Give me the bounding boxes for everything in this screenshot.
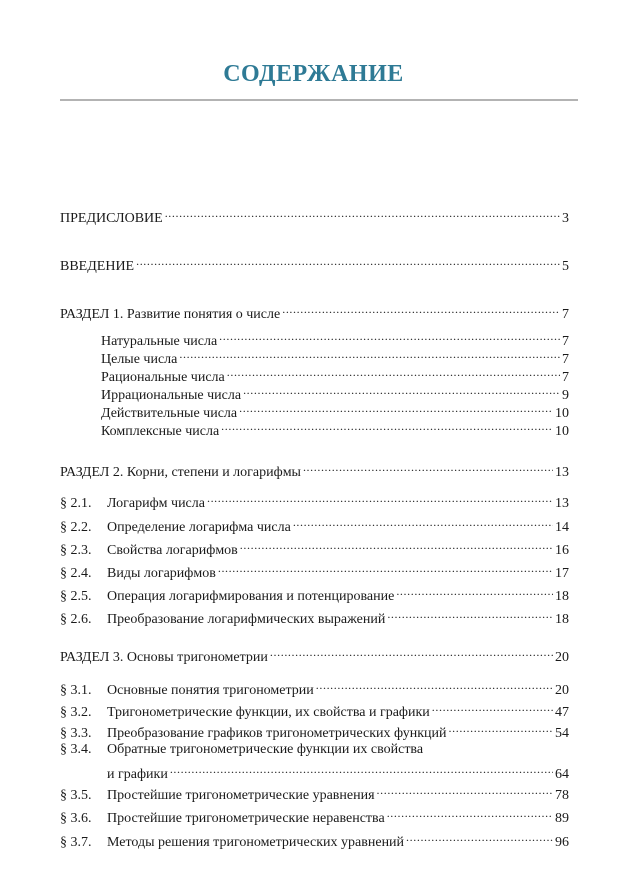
toc-subentry[interactable] — [101, 417, 569, 439]
toc-subentry[interactable] — [60, 559, 569, 581]
toc-entry-label: Натуральные числа — [101, 334, 218, 349]
toc-entry-label-continued: и графики — [107, 767, 168, 782]
toc-entry-page: 10 — [555, 406, 569, 421]
toc-entry-page: 7 — [562, 352, 569, 367]
toc-entry-label: ВВЕДЕНИЕ — [60, 259, 135, 274]
dot-leader — [243, 381, 560, 399]
toc-subentry[interactable] — [60, 582, 569, 604]
toc-entry-number: § 3.2. — [60, 705, 92, 720]
toc-entry-label: Определение логарифма числа — [107, 520, 291, 535]
dot-leader — [316, 676, 553, 694]
dot-leader — [221, 417, 553, 435]
toc-subentry[interactable] — [60, 605, 569, 627]
dot-leader — [270, 643, 553, 661]
dot-leader — [239, 399, 553, 417]
toc-entry-preface[interactable] — [60, 204, 569, 226]
toc-subentry[interactable] — [101, 363, 569, 385]
dot-leader — [227, 363, 560, 381]
toc-entry-label: РАЗДЕЛ 1. Развитие понятия о числе — [60, 307, 281, 322]
toc-subentry[interactable] — [60, 489, 569, 511]
toc-entry-label: Обратные тригонометрические функции их свойства — [107, 742, 424, 757]
toc-entry-label: Виды логарифмов — [107, 566, 216, 581]
toc-entry-label: Рациональные числа — [101, 370, 225, 385]
toc-entry-number: § 2.4. — [60, 566, 92, 581]
toc-subentry[interactable] — [101, 399, 569, 421]
dot-leader — [207, 489, 553, 507]
toc-entry-section-3[interactable] — [60, 643, 569, 665]
dot-leader — [449, 719, 553, 737]
toc-entry-number: § 2.1. — [60, 496, 92, 511]
title-divider — [60, 99, 578, 101]
toc-entry-page: 64 — [555, 767, 569, 782]
dot-leader — [240, 536, 553, 554]
toc-entry-label: Операция логарифмирования и потенцирование — [107, 589, 395, 604]
toc-entry-label: Комплексные числа — [101, 424, 220, 439]
toc-entry-page: 89 — [555, 811, 569, 826]
toc-entry-label: Основные понятия тригонометрии — [107, 683, 314, 698]
toc-subentry-continuation[interactable] — [107, 760, 569, 782]
toc-entry-page: 18 — [555, 612, 569, 627]
toc-entry-page: 96 — [555, 835, 569, 850]
dot-leader — [219, 327, 560, 345]
toc-entry-label: Иррациональные числа — [101, 388, 242, 403]
toc-entry-number: § 2.6. — [60, 612, 92, 627]
toc-entry-page: 20 — [555, 650, 569, 665]
toc-entry-introduction[interactable] — [60, 252, 569, 274]
toc-entry-page: 13 — [555, 496, 569, 511]
dot-leader — [377, 781, 553, 799]
toc-entry-label: РАЗДЕЛ 2. Корни, степени и логарифмы — [60, 465, 301, 480]
toc-entry-page: 47 — [555, 705, 569, 720]
toc-entry-section-2[interactable] — [60, 458, 569, 480]
toc-entry-page: 18 — [555, 589, 569, 604]
toc-entry-label: Преобразование графиков тригонометрических функций — [107, 726, 447, 741]
toc-subentry[interactable] — [60, 804, 569, 826]
dot-leader — [136, 252, 560, 270]
toc-entry-page: 10 — [555, 424, 569, 439]
toc-subentry[interactable] — [60, 828, 569, 850]
toc-subentry[interactable] — [60, 513, 569, 535]
toc-subentry[interactable] — [101, 327, 569, 349]
toc-entry-number: § 3.3. — [60, 726, 92, 741]
dot-leader — [282, 300, 560, 318]
dot-leader — [432, 698, 553, 716]
toc-entry-label: Свойства логарифмов — [107, 543, 238, 558]
toc-entry-page: 54 — [555, 726, 569, 741]
toc-entry-page: 5 — [562, 259, 569, 274]
toc-entry-number: § 2.2. — [60, 520, 92, 535]
toc-entry-page: 7 — [562, 307, 569, 322]
toc-entry-number: § 3.7. — [60, 835, 92, 850]
toc-entry-page: 20 — [555, 683, 569, 698]
toc-entry-label: Целые числа — [101, 352, 178, 367]
toc-entry-number: § 2.5. — [60, 589, 92, 604]
toc-subentry-first-line[interactable] — [60, 741, 423, 759]
toc-entry-label: Логарифм числа — [107, 496, 205, 511]
dot-leader — [293, 513, 553, 531]
toc-entry-page: 17 — [555, 566, 569, 581]
toc-subentry[interactable] — [101, 345, 569, 367]
toc-entry-label: Тригонометрические функции, их свойства и графики — [107, 705, 430, 720]
toc-entry-page: 14 — [555, 520, 569, 535]
toc-subentry[interactable] — [60, 698, 569, 720]
toc-entry-section-1[interactable] — [60, 300, 569, 322]
dot-leader — [396, 582, 553, 600]
toc-subentry[interactable] — [60, 536, 569, 558]
toc-entry-label: Простейшие тригонометрические неравенства — [107, 811, 385, 826]
toc-entry-label: ПРЕДИСЛОВИЕ — [60, 211, 163, 226]
toc-entry-label: РАЗДЕЛ 3. Основы тригонометрии — [60, 650, 268, 665]
dot-leader — [179, 345, 560, 363]
toc-subentry[interactable] — [60, 781, 569, 803]
toc-entry-label: Простейшие тригонометрические уравнения — [107, 788, 375, 803]
toc-subentry[interactable] — [60, 676, 569, 698]
toc-entry-page: 3 — [562, 211, 569, 226]
toc-entry-page: 16 — [555, 543, 569, 558]
toc-entry-label: Методы решения тригонометрических уравнений — [107, 835, 405, 850]
page-title: СОДЕРЖАНИЕ — [223, 61, 404, 87]
toc-entry-number: § 3.4. — [60, 742, 92, 757]
dot-leader — [387, 605, 553, 623]
toc-subentry[interactable] — [60, 719, 569, 741]
toc-entry-page: 13 — [555, 465, 569, 480]
dot-leader — [165, 204, 560, 222]
toc-entry-number: § 3.1. — [60, 683, 92, 698]
toc-entry-page: 9 — [562, 388, 569, 403]
toc-entry-page: 7 — [562, 370, 569, 385]
dot-leader — [406, 828, 553, 846]
dot-leader — [170, 760, 553, 778]
dot-leader — [218, 559, 553, 577]
dot-leader — [387, 804, 553, 822]
toc-entry-page: 78 — [555, 788, 569, 803]
toc-entry-label: Преобразование логарифмических выражений — [107, 612, 386, 627]
toc-subentry[interactable] — [101, 381, 569, 403]
toc-entry-label: Действительные числа — [101, 406, 238, 421]
toc-entry-number: § 3.6. — [60, 811, 92, 826]
toc-entry-number: § 2.3. — [60, 543, 92, 558]
toc-entry-page: 7 — [562, 334, 569, 349]
dot-leader — [303, 458, 553, 476]
toc-entry-number: § 3.5. — [60, 788, 92, 803]
